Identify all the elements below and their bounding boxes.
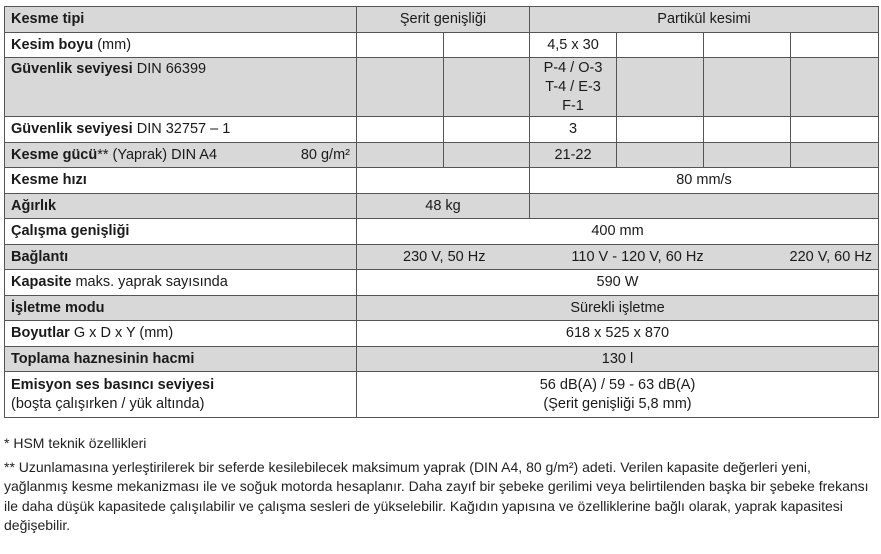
footnotes	[4, 434, 878, 536]
row-label: Boyutlar G x D x Y (mm)	[5, 321, 357, 347]
row-kesme-hizi	[5, 168, 879, 194]
row-boyutlar	[5, 321, 879, 347]
row-baglanti	[5, 244, 879, 270]
cell-value: 56 dB(A) / 59 - 63 dB(A) (Şerit genişliği 5,8 mm)	[357, 372, 879, 418]
row-label: İşletme modu	[5, 295, 357, 321]
row-isletme-modu	[5, 295, 879, 321]
cell-value: 130 l	[357, 346, 879, 372]
cell-value: 618 x 525 x 870	[357, 321, 879, 347]
row-label: Kapasite maks. yaprak sayısında	[5, 270, 357, 296]
cell-value: 21-22	[530, 142, 617, 168]
header-row	[5, 7, 879, 33]
row-kesim-boyu	[5, 32, 879, 58]
row-label: Emisyon ses basıncı seviyesi (boşta çalışırken / yük altında)	[5, 372, 357, 418]
header-particle-cut: Partikül kesimi	[530, 7, 879, 33]
cell-value: 80 mm/s	[530, 168, 879, 194]
row-agirlik	[5, 193, 879, 219]
row-label: Kesme gücü** (Yaprak) DIN A4 80 g/m²	[5, 142, 357, 168]
row-toplama	[5, 346, 879, 372]
row-kapasite	[5, 270, 879, 296]
cell-value: 400 mm	[357, 219, 879, 245]
footnote-2: ** Uzunlamasına yerleştirilerek bir seferde kesilebilecek maksimum yaprak (DIN A4, 80 g/m²) adeti. Verilen kapasite değerleri yeni, yağlanmış kesme mekanizması ile ve soğuk motorda hesaplanır. Daha zayıf bir şebeke gerilimi veya belirtilenden başka bir şebeke frekansı ile daha düşük kapasitede çalışılabilir ve çalışma sesleri de yükselebilir. Kağıdın yapısına ve özelliklerine bağlı olarak, yaprak kapasitesi değişebilir.	[4, 458, 869, 533]
cell-value: 230 V, 50 Hz 110 V - 120 V, 60 Hz 220 V, 60 Hz	[357, 244, 879, 270]
cell-value: Sürekli işletme	[357, 295, 879, 321]
row-label: Güvenlik seviyesi DIN 32757 – 1	[5, 117, 357, 143]
cell-value: 48 kg	[357, 193, 530, 219]
header-cut-type: Kesme tipi	[5, 7, 357, 33]
row-label: Toplama haznesinin hacmi	[5, 346, 357, 372]
row-label: Bağlantı	[5, 244, 357, 270]
cell-value: 590 W	[357, 270, 879, 296]
row-label: Kesme hızı	[5, 168, 357, 194]
row-label: Ağırlık	[5, 193, 357, 219]
spec-table-container	[4, 6, 878, 418]
cell-value: P-4 / O-3 T-4 / E-3 F-1	[530, 58, 617, 117]
row-guvenlik-32757	[5, 117, 879, 143]
cell-value: 3	[530, 117, 617, 143]
row-label: Güvenlik seviyesi DIN 66399	[5, 58, 357, 117]
cell-value: 4,5 x 30	[530, 32, 617, 58]
row-calisma-genisligi	[5, 219, 879, 245]
row-label: Çalışma genişliği	[5, 219, 357, 245]
row-kesme-gucu	[5, 142, 879, 168]
header-strip-width: Şerit genişliği	[357, 7, 530, 33]
row-label: Kesim boyu (mm)	[5, 32, 357, 58]
row-emisyon	[5, 372, 879, 418]
row-guvenlik-66399	[5, 58, 879, 117]
spec-table	[4, 6, 879, 418]
footnote-1: * HSM teknik özellikleri	[4, 435, 147, 451]
